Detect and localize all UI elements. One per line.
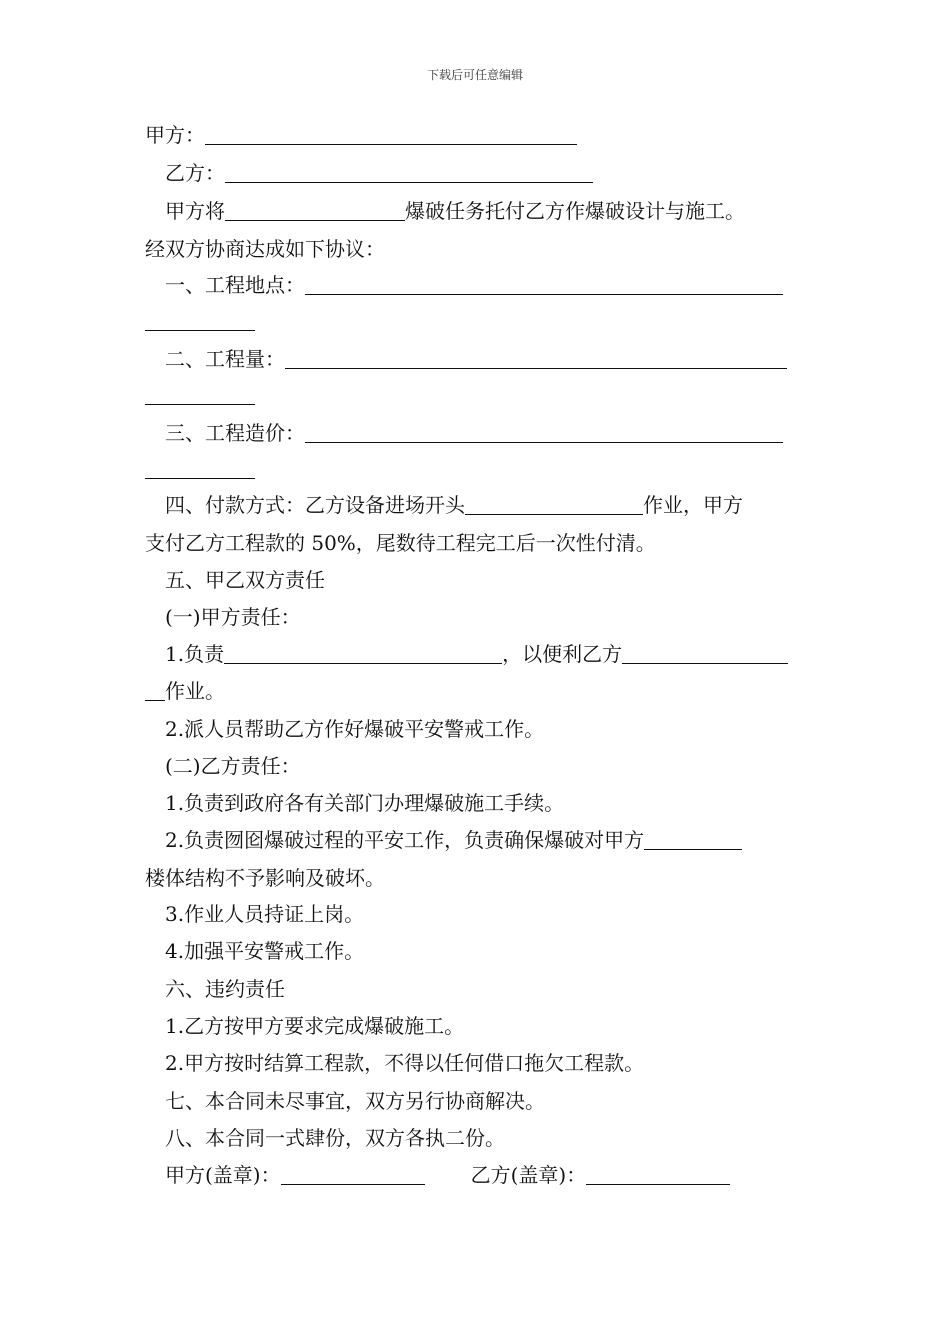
party-a-line [145, 122, 577, 148]
party-b-line [165, 160, 593, 186]
section-2-label: 二、工程量： [165, 347, 285, 371]
duty-b4-line [165, 938, 364, 964]
section-2-blank-cont [145, 384, 255, 405]
party-b-label: 乙方： [165, 161, 225, 185]
duty-a1-text-a: 1.负责 [165, 642, 225, 666]
intro-text-a: 甲方将 [165, 199, 225, 223]
section-8-line [165, 1125, 505, 1151]
page-header: 下载后可任意编辑 [426, 68, 523, 82]
party-a-blank [205, 124, 577, 145]
duty-a1-blank-1 [224, 643, 502, 664]
duty-a2-line [165, 716, 544, 742]
seal-a-label: 甲方(盖章)： [165, 1163, 281, 1187]
signature-line [165, 1162, 730, 1188]
section-5-line [165, 567, 325, 593]
duty-b2-text-b: 楼体结构不予影响及破坏。 [145, 866, 385, 890]
breach-1-line [165, 1013, 464, 1039]
intro-text-c: 经双方协商达成如下协议： [145, 237, 385, 261]
section-7-text: 七、本合同未尽事宜，双方另行协商解决。 [165, 1089, 545, 1113]
intro-text-b: 爆破任务托付乙方作爆破设计与施工。 [405, 199, 745, 223]
duty-a1-cont [145, 678, 225, 704]
duty-b3-line [165, 901, 364, 927]
duty-b1-text: 1.负责到政府各有关部门办理爆破施工手续。 [165, 791, 565, 815]
duty-a2-text: 2.派人员帮助乙方作好爆破平安警戒工作。 [165, 717, 545, 741]
duty-a1-text-b: ，以便利乙方 [502, 642, 623, 666]
section-3-blank-cont [145, 458, 255, 479]
party-a-duties-title: (一)甲方责任： [165, 605, 301, 629]
section-1-label: 一、工程地点： [165, 273, 305, 297]
party-a-label: 甲方： [145, 123, 205, 147]
duty-b2-text-a: 2.负责囫囵爆破过程的平安工作，负责确保爆破对甲方 [165, 828, 645, 852]
section-3-cont [145, 456, 255, 482]
party-b-duties-title: (二)乙方责任： [165, 754, 301, 778]
duty-a1-blank-cont [145, 680, 165, 701]
section-3-line [165, 420, 783, 446]
section-6-title: 六、违约责任 [165, 977, 285, 1001]
duty-b3-text: 3.作业人员持证上岗。 [165, 902, 365, 926]
section-2-cont [145, 382, 255, 408]
section-2-blank [285, 348, 787, 369]
section-1-blank [305, 274, 783, 295]
breach-2-text: 2.甲方按时结算工程款，不得以任何借口拖欠工程款。 [165, 1051, 645, 1075]
seal-b-blank [586, 1164, 730, 1185]
breach-2-line [165, 1050, 644, 1076]
seal-b-label: 乙方(盖章)： [470, 1163, 587, 1187]
duty-b2-blank [644, 829, 742, 850]
section-1-cont [145, 308, 255, 334]
section-1-blank-cont [145, 310, 255, 331]
intro-blank [225, 200, 405, 221]
section-4-blank [465, 494, 643, 515]
section-3-label: 三、工程造价： [165, 421, 305, 445]
party-b-duties [165, 753, 301, 779]
duty-b4-text: 4.加强平安警戒工作。 [165, 939, 365, 963]
section-8-text: 八、本合同一式肆份，双方各执二份。 [165, 1126, 505, 1150]
section-6-line [165, 976, 285, 1002]
duty-a1-text-c: 作业。 [165, 679, 225, 703]
seal-a-blank [281, 1164, 425, 1185]
section-7-line [165, 1088, 545, 1114]
section-2-line [165, 346, 787, 372]
section-4-line-2 [145, 530, 656, 556]
intro-line-2 [145, 236, 385, 262]
section-4-text-b: 作业，甲方 [643, 493, 743, 517]
section-3-blank [305, 422, 783, 443]
party-a-duties [165, 604, 301, 630]
party-b-blank [225, 162, 593, 183]
section-4-text-a: 四、付款方式：乙方设备进场开头 [165, 493, 465, 517]
section-5-title: 五、甲乙双方责任 [165, 568, 325, 592]
duty-a1-blank-2 [622, 643, 788, 664]
duty-b2-cont [145, 865, 385, 891]
section-1-line [165, 272, 783, 298]
duty-b2-line [165, 827, 742, 853]
section-4-text-c: 支付乙方工程款的 50%，尾数待工程完工后一次性付清。 [145, 531, 656, 555]
section-4-line [165, 492, 743, 518]
duty-a1-line [165, 641, 788, 667]
duty-b1-line [165, 790, 564, 816]
intro-line [165, 198, 745, 224]
breach-1-text: 1.乙方按甲方要求完成爆破施工。 [165, 1014, 465, 1038]
